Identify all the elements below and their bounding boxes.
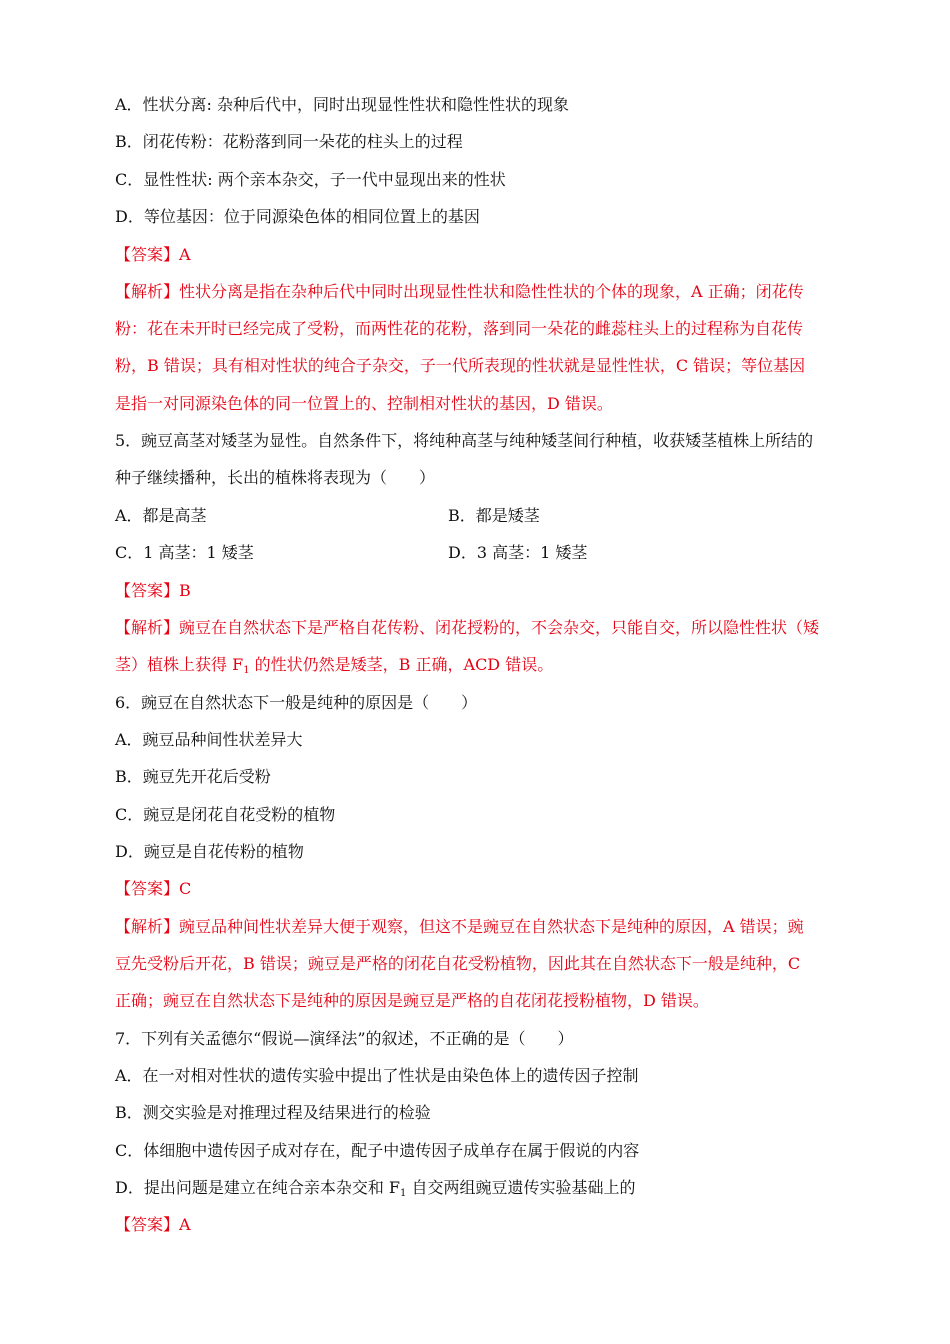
q7-option-d [115,1178,840,1204]
q6-stem: 6．豌豆在自然状态下一般是纯种的原因是（ ） [115,693,478,712]
q4-analysis-line-2: 粉：花在未开时已经完成了受粉，而两性花的花粉，落到同一朵花的雌蕊柱头上的过程称为自花传 [115,319,804,338]
q5-option-c: C．1 高茎：1 矮茎 [115,543,254,562]
q6-option-a: A．豌豆品种间性状差异大 [115,730,303,749]
q6-option-d: D．豌豆是自花传粉的植物 [115,842,304,861]
q7-option-d-subscript: 1 [400,1188,407,1199]
q4-option-a: A．性状分离: 杂种后代中，同时出现显性性状和隐性性状的现象 [115,95,570,114]
q6-option-b: B．豌豆先开花后受粉 [115,767,271,786]
q5-analysis-text-b: 的性状仍然是矮茎，B 正确，ACD 错误。 [249,655,554,674]
q4-option-d: D．等位基因：位于同源染色体的相同位置上的基因 [115,207,480,226]
q5-analysis-line-1: 【解析】豌豆在自然状态下是严格自花传粉、闭花授粉的，不会杂交，只能自交，所以隐性性状（矮 [115,618,820,637]
q5-stem-line-2: 种子继续播种，长出的植株将表现为（ ） [115,468,436,487]
q5-answer: 【答案】B [115,581,191,600]
q6-analysis-line-2: 豆先受粉后开花，B 错误；豌豆是严格的闭花自花受粉植物，因此其在自然状态下一般是纯种，C [115,954,801,973]
q5-options-row-1 [115,506,840,526]
q5-option-b: B．都是矮茎 [448,506,540,525]
q4-analysis-line-4: 是指一对同源染色体的同一位置上的、控制相对性状的基因，D 错误。 [115,394,613,413]
q6-analysis-line-1: 【解析】豌豆品种间性状差异大便于观察，但这不是豌豆在自然状态下是纯种的原因，A 错误；豌 [115,917,804,936]
q5-stem-line-1: 5．豌豆高茎对矮茎为显性。自然条件下，将纯种高茎与纯种矮茎间行种植，收获矮茎植株上所结的 [115,431,814,450]
q4-option-c: C．显性性状: 两个亲本杂交，子一代中显现出来的性状 [115,170,506,189]
q7-option-d-text: D．提出问题是建立在纯合亲本杂交和 F [115,1178,401,1197]
q5-analysis-text-a: 茎）植株上获得 F [115,655,244,674]
q6-analysis-line-3: 正确；豌豆在自然状态下是纯种的原因是豌豆是严格的自花闭花授粉植物，D 错误。 [115,991,709,1010]
q7-answer: 【答案】A [115,1215,191,1234]
q5-analysis-subscript: 1 [243,665,250,676]
q4-analysis-line-3: 粉，B 错误；具有相对性状的纯合子杂交，子一代所表现的性状就是显性性状，C 错误；等位基因 [115,356,806,375]
q7-option-c: C．体细胞中遗传因子成对存在，配子中遗传因子成单存在属于假说的内容 [115,1141,640,1160]
q5-options-row-2 [115,543,840,563]
q5-option-a: A．都是高茎 [115,506,207,525]
q4-option-b: B．闭花传粉：花粉落到同一朵花的柱头上的过程 [115,132,463,151]
q6-option-c: C．豌豆是闭花自花受粉的植物 [115,805,336,824]
q5-analysis-line-2 [115,655,840,681]
q4-analysis-line-1: 【解析】性状分离是指在杂种后代中同时出现显性性状和隐性性状的个体的现象，A 正确；闭花传 [115,282,804,301]
q5-option-d: D．3 高茎：1 矮茎 [448,543,588,562]
q7-option-b: B．测交实验是对推理过程及结果进行的检验 [115,1103,431,1122]
q4-answer: 【答案】A [115,245,191,264]
q7-option-a: A．在一对相对性状的遗传实验中提出了性状是由染色体上的遗传因子控制 [115,1066,639,1085]
q7-option-d-tail: 自交两组豌豆遗传实验基础上的 [406,1178,636,1197]
q7-stem: 7．下列有关孟德尔“假说—演绎法”的叙述，不正确的是（ ） [115,1029,574,1048]
q6-answer: 【答案】C [115,879,192,898]
